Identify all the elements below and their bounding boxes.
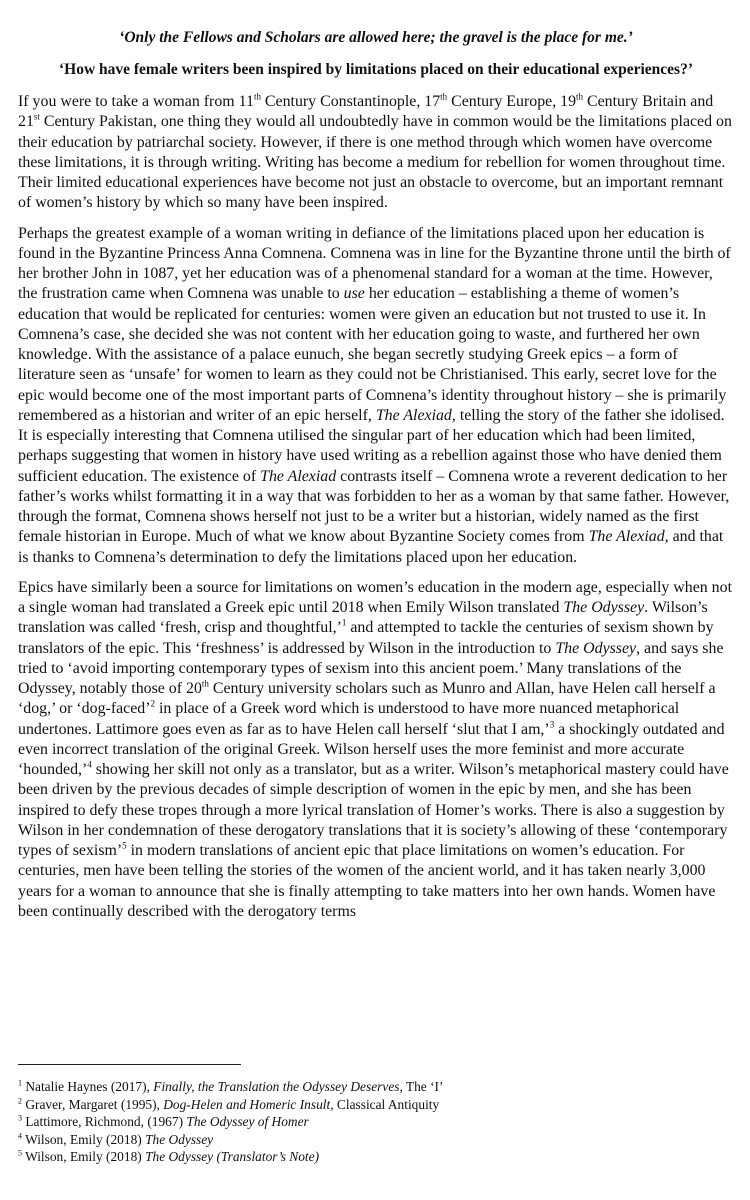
text-run: , telling the story of the father she idolised. It is especially interesting that Comnena utilised the singular part of her education which had been limited, perhaps suggesting that women in history have used writing as a rebellion against those who have denied them sufficient education. The existence of — [18, 406, 725, 485]
text-run: Century Britain and 21 — [18, 93, 714, 131]
italic-text: use — [343, 285, 365, 303]
footnote — [18, 1096, 728, 1114]
text-run: and attempted to tackle the centuries of sexism shown by translators of the epic. This ‘freshness’ is addressed by Wilson in the introduction to — [18, 619, 714, 657]
text-run: , and that is thanks to Comnena’s determination to defy the limitations placed upon her education. — [18, 528, 724, 566]
footnote-marker: 4 — [87, 759, 92, 770]
footnote-number: 2 — [18, 1096, 22, 1106]
italic-text: The Alexiad — [588, 528, 665, 546]
italic-text: The Alexiad — [260, 467, 337, 485]
text-run: Perhaps the greatest example of a woman writing in defiance of the limitations placed upon her education is found in the Byzantine Princess Anna Comnena. Comnena was in line for the Byzantine throne until the birth of her brother John in 1087, yet her education was of a phenomenal standard for a woman at the time. However, the frustration came when Comnena was unable to — [18, 224, 731, 303]
text-run: Century Pakistan, one thing they would all undoubtedly have in common would be the limitations placed on their education by patriarchal society. However, if there is one method through which women have overcome these limitations, it is through writing. Writing has become a medium for rebellion for women throughout time. Their limited educational experiences have become not just an obstacle to overcome, but an important remnant of women’s history by which so many have been inspired. — [18, 113, 732, 212]
italic-text: Dog-Helen and Homeric Insult, — [163, 1096, 334, 1112]
text-run: Century Constantinople, 17 — [260, 93, 441, 110]
footnote — [18, 1078, 728, 1096]
italic-text: The Odyssey (Translator’s Note) — [145, 1149, 320, 1164]
italic-text: The Odyssey of Homer — [186, 1114, 309, 1129]
text-run: a shockingly outdated and even incorrect translation of the original Greek. Wilson herself uses the more feminist and more accurate ‘hounded,’ — [18, 720, 725, 778]
text-run: , and says she tried to ‘avoid importing contemporary types of sexism into this ancient poem.’ Many translations of the Odyssey, notably those of 20 — [18, 639, 724, 697]
text-run: Classical Antiquity — [333, 1096, 440, 1112]
footnote-marker: th — [253, 91, 261, 102]
text-run: Natalie Haynes (2017), — [22, 1079, 154, 1094]
text-run: Lattimore, Richmond, (1967) — [22, 1114, 187, 1129]
body-paragraph — [18, 92, 734, 214]
text-run: . Wilson’s translation was called ‘fresh, crisp and thoughtful,’ — [18, 599, 708, 637]
italic-text: The Odyssey — [563, 599, 645, 616]
essay-body — [18, 92, 734, 922]
footnote-marker: th — [201, 678, 209, 689]
footnote-number: 1 — [18, 1078, 22, 1088]
footnote-marker: st — [33, 111, 40, 122]
footnote-number: 4 — [18, 1131, 22, 1141]
text-run: Epics have similarly been a source for limitations on women’s education in the modern age, especially when not a single woman had translated a Greek epic until 2018 when Emily Wilson translated — [18, 578, 732, 616]
footnotes — [18, 1078, 728, 1166]
footnote — [18, 1113, 728, 1131]
footnote-marker: 5 — [122, 840, 127, 851]
text-run: contrasts itself – Comnena wrote a reverent dedication to her father’s works whilst formatting it in a way that was forbidden to her as a woman by that same father. However, through the format, Comnena shows herself not just to be a writer but a historian, widely named as the first female historian in Europe. Much of what we know about Byzantine Society comes from — [18, 467, 730, 546]
text-run: If you were to take a woman from 11 — [18, 93, 254, 110]
footnote-number: 5 — [18, 1148, 22, 1158]
footnote-marker: 2 — [150, 698, 156, 709]
footnote-marker: 3 — [549, 719, 555, 730]
essay-title: ‘How have female writers been inspired by limitations placed on their educational experiences?’ — [58, 61, 693, 78]
text-run: Graver, Margaret (1995), — [22, 1096, 164, 1112]
text-run: Wilson, Emily (2018) — [22, 1149, 146, 1164]
footnote-divider — [18, 1064, 241, 1065]
footnote — [18, 1148, 728, 1166]
footnote — [18, 1131, 728, 1149]
body-paragraph — [18, 578, 734, 922]
text-run: in place of a Greek word which is understood to have more nuanced metaphorical undertones. Lattimore goes even as far as to have Helen call herself ‘slut that I am,’ — [18, 700, 680, 738]
italic-text: The Alexiad — [375, 406, 452, 424]
footnote-marker: 1 — [341, 617, 347, 628]
text-run: Century Europe, 19 — [447, 93, 577, 110]
italic-text: Finally, the Translation the Odyssey Deserves — [153, 1079, 400, 1094]
text-run: showing her skill not only as a translator, but as a writer. Wilson’s metaphorical mastery could have been driven by the previous decades of simple description of women in the epic by men, and she has been inspired to defy these tropes through a more lyrical translation of Homer’s works. There is also a suggestion by Wilson in her condemnation of these derogatory translations that it is society’s allowing of these ‘contemporary types of sexism’ — [18, 761, 729, 859]
text-run: Wilson, Emily (2018) — [22, 1131, 146, 1147]
footnote-number: 3 — [18, 1113, 22, 1123]
text-run: her education – establishing a theme of women’s education that would be replicated for centuries: women were given an education but not trusted to use it. In Comnena’s case, she decided she was not content with her education going to waste, and furthered her own knowledge. With the assistance of a palace eunuch, she began secretly studying Greek epics – a form of literature seen as ‘unsafe’ for women to learn as they could not be Christianised. This early, secret love for the epic would become one of the most important parts of Comnena’s identity throughout history – she is primarily remembered as a historian and writer of an epic herself, — [18, 285, 727, 424]
footnote-marker: th — [576, 91, 584, 102]
epigraph: ‘Only the Fellows and Scholars are allowed here; the gravel is the place for me.’ — [119, 29, 633, 46]
text-run: Century university scholars such as Munro and Allan, have Helen call herself a ‘dog,’ or ‘dog-faced’ — [18, 680, 716, 718]
body-paragraph — [18, 224, 734, 568]
text-run: , The ‘I’ — [399, 1079, 444, 1094]
footnote-marker: th — [440, 91, 448, 102]
italic-text: The Odyssey — [555, 639, 637, 657]
text-run: in modern translations of ancient epic that place limitations on women’s education. For centuries, men have been telling the stories of the women of the ancient world, and it has taken nearly 3,000 years for a woman to announce that she is finally attempting to take matters into her own hands. Women have been continually described with the derogatory terms — [18, 842, 716, 920]
italic-text: The Odyssey — [145, 1131, 214, 1147]
